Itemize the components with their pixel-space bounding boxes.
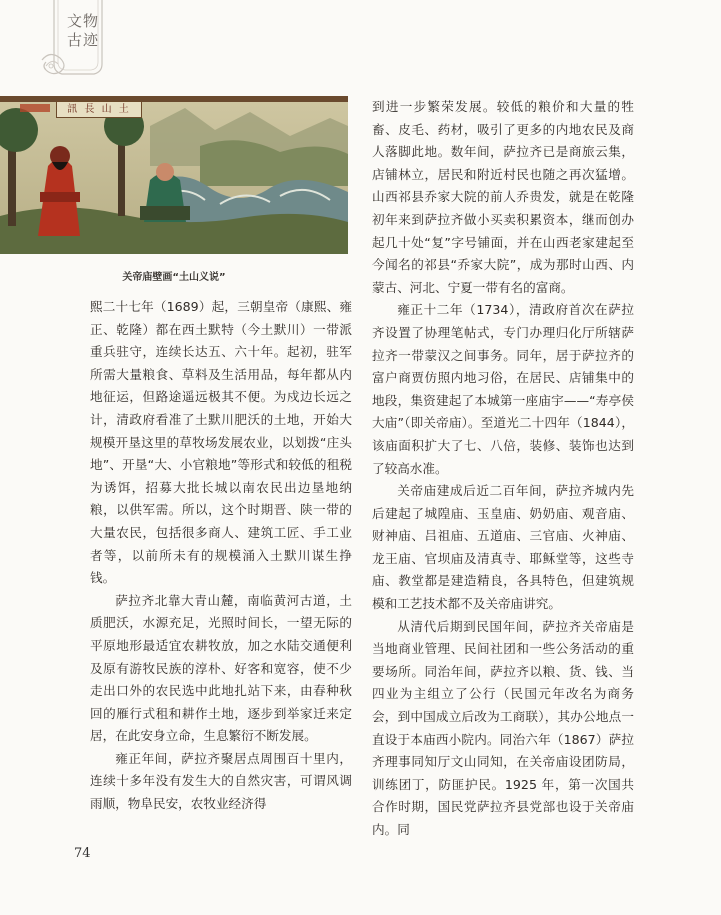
- section-label: 文物古迹: [66, 12, 99, 49]
- section-badge: [40, 0, 110, 82]
- paragraph: 到进一步繁荣发展。较低的粮价和大量的牲畜、皮毛、药材，吸引了更多的内地农民及商人落脚此地。数年间，萨拉齐已是商旅云集，店铺林立，居民和附近村民也随之再次猛增。山西祁县乔家大院的前人乔贵发，就是在乾隆初年来到萨拉齐做小买卖积累资本，继而创办起几十处“复”字号铺面，并在山西老家建起至今闻名的祁县“乔家大院”，成为那时山西、内蒙古、河北、宁夏一带有名的富商。: [372, 99, 634, 295]
- paragraph: 从清代后期到民国年间，萨拉齐关帝庙是当地商业管理、民间社团和一些公务活动的重要场所。同治年间，萨拉齐以粮、货、钱、当四业为主组立了公行（民国元年改名为商务会，到中国成立后改为工商联），其办公地点一直设于本庙西小院内。同治六年（1867）萨拉齐理事同知厅文山同知，在关帝庙设团防局，训练团丁，防匪护民。1925 年，第一次国共合作时期，国民党萨拉齐县党部也设于关帝庙内。同: [372, 618, 634, 837]
- mural-photo: [0, 96, 348, 254]
- right-text-column: [372, 96, 634, 842]
- figure-caption: 关帝庙壁画“土山义说”: [122, 272, 226, 283]
- page-number: 74: [74, 846, 91, 861]
- mural-painting-image: [0, 96, 348, 254]
- left-text-column: [90, 296, 352, 816]
- paragraph: 关帝庙建成后近二百年间，萨拉齐城内先后建起了城隍庙、玉皇庙、奶奶庙、观音庙、财神庙、吕祖庙、五道庙、三官庙、火神庙、龙王庙、官坝庙及清真寺、耶稣堂等，这些寺庙、教堂都是建造精良，各具特色，但建筑规模和工艺技术都不及关帝庙讲究。: [372, 483, 634, 612]
- paragraph: 熙二十七年（1689）起，三朝皇帝（康熙、雍正、乾隆）都在西土默特（今土默川）一带派重兵驻守，连续长达五、六十年。起初，驻军所需大量粮食、草料及生活用品，每年都从内地征运，但路途遥远极其不便。为戍边长远之计，清政府看准了土默川肥沃的土地，开始大规模开垦这里的草牧场发展农业，以划拨“庄头地”、开垦“大、小官粮地”等形式和较低的租税为诱饵，招募大批长城以南农民出边垦地纳粮，以供军需。所以，这个时期晋、陕一带的大量农民，包括很多商人、建筑工匠、手工业者等，以前所未有的规模涌入土默川谋生挣钱。: [90, 299, 352, 586]
- paragraph: 雍正十二年（1734），清政府首次在萨拉齐设置了协理笔帖式，专门办理归化厅所辖萨拉齐一带蒙汉之间事务。同年，居于萨拉齐的富户商贾仿照内地习俗，在居民、店铺集中的地段，集资建起了本城第一座庙宇——“寿亭侯大庙”（即关帝庙）。至道光二十四年（1844），该庙面积扩大了七、八倍，装修、装饰也达到了较高水准。: [372, 302, 634, 476]
- mural-sign-board: 訊 長 山 土: [56, 101, 142, 118]
- paragraph: 萨拉齐北靠大青山麓，南临黄河古道，土质肥沃，水源充足，光照时间长，一望无际的平原地形最适宜农耕牧放，加之水陆交通便利及原有游牧民族的淳朴、好客和宽容，使不少走出口外的农民选中此地扎站下来，由春种秋回的雁行式租和耕作土地，逐步到举家迁来定居，在此安身立命，生息繁衍不断发展。: [90, 592, 352, 744]
- paragraph: 雍正年间，萨拉齐聚居点周围百十里内，连续十多年没有发生大的自然灾害，可谓风调雨顺，物阜民安，农牧业经济得: [90, 750, 352, 812]
